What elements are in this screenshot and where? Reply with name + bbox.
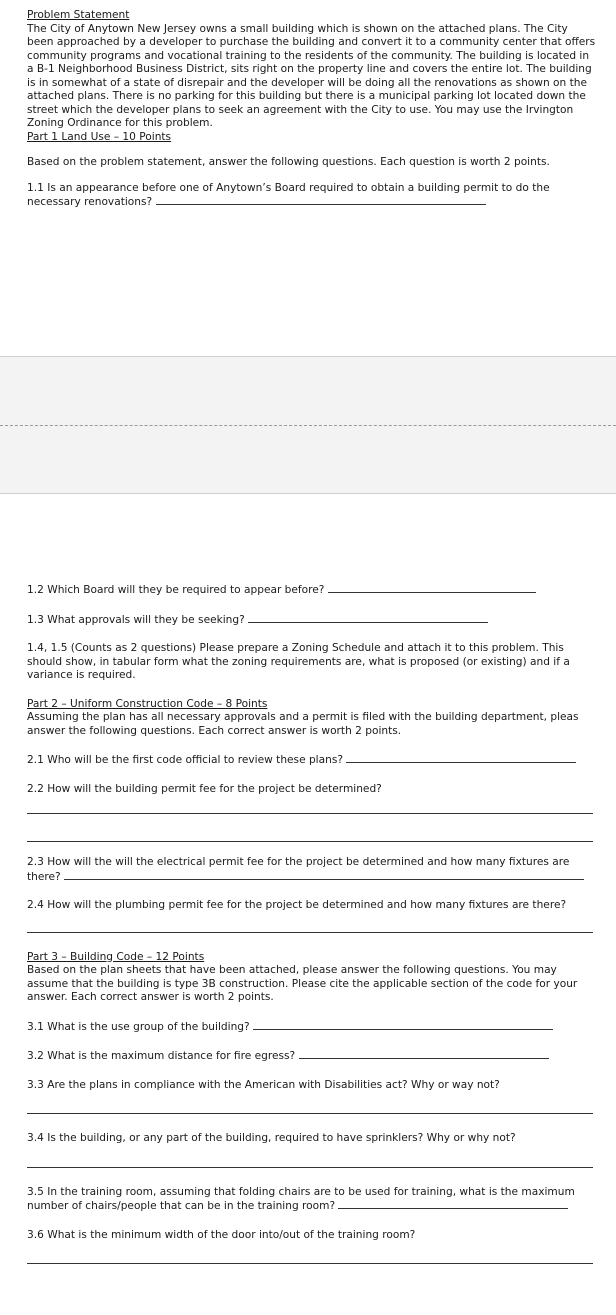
- question-1-3-text: 1.3 What approvals will they be seeking?: [27, 613, 245, 626]
- question-2-3-text: 2.3 How will the will the electrical permit fee for the project be determined and how many fixtures are there?: [27, 856, 570, 883]
- answer-blank-1-1[interactable]: [156, 195, 486, 205]
- page-break-dashed-line: [0, 425, 616, 426]
- answer-blank-1-3[interactable]: [248, 613, 488, 623]
- question-2-1: [27, 753, 597, 768]
- question-3-1: [27, 1020, 597, 1035]
- answer-blank-1-2[interactable]: [328, 583, 536, 593]
- question-3-6: 3.6 What is the minimum width of the door into/out of the training room?: [27, 1228, 416, 1241]
- answer-blank-3-1[interactable]: [253, 1020, 553, 1030]
- part2-intro: Assuming the plan has all necessary approvals and a permit is filed with the building department, pleas answer the following questions. Each correct answer is worth 2 points.: [27, 711, 579, 737]
- question-1-1-text: 1.1 Is an appearance before one of Anytown’s Board required to obtain a building permit to do the necessary renovations?: [27, 181, 550, 208]
- question-1-4-1-5: 1.4, 1.5 (Counts as 2 questions) Please prepare a Zoning Schedule and attach it to this problem. This should show, in tabular form what the zoning requirements are, what is proposed (or existing) and if a variance is required.: [27, 642, 570, 681]
- question-2-4: 2.4 How will the plumbing permit fee for the project be determined and how many fixtures are there?: [27, 899, 567, 911]
- question-3-2-text: 3.2 What is the maximum distance for fire egress?: [27, 1050, 296, 1062]
- page-two: [27, 583, 597, 1264]
- question-3-3: 3.3 Are the plans in compliance with the American with Disabilities act? Why or way not?: [27, 1078, 500, 1091]
- question-1-1: [27, 182, 597, 210]
- question-1-2-text: 1.2 Which Board will they be required to appear before?: [27, 584, 325, 596]
- question-3-1-text: 3.1 What is the use group of the building?: [27, 1020, 250, 1033]
- question-1-3: [27, 613, 597, 628]
- page-one: [27, 9, 597, 210]
- part3-intro: Based on the plan sheets that have been attached, please answer the following questions. You may assume that the building is type 3B construction. Please cite the applicable section of the code for your answer. Each correct answer is worth 2 points.: [27, 964, 578, 1003]
- question-2-3: [27, 856, 597, 884]
- problem-body: The City of Anytown New Jersey owns a small building which is shown on the attached plans. The City been approached by a developer to purchase the building and convert it to a community center that offers community programs and vocational training to the residents of the community. The building is located in a B-1 Neighborhood Business District, sits right on the property line and covers the entire lot. The building is in somewhat of a state of disrepair and the developer will be doing all the renovations as shown on the attached plans. There is no parking for this building but there is a municipal parking lot located down the street which the developer plans to seek an agreement with the City to use. You may use the Irvington Zoning Ordinance for this problem.: [27, 22, 596, 129]
- part1-heading: Part 1 Land Use – 10 Points: [27, 130, 172, 143]
- answer-blank-2-3[interactable]: [64, 870, 584, 880]
- answer-blank-3-2[interactable]: [299, 1049, 549, 1059]
- question-2-2: 2.2 How will the building permit fee for the project be determined?: [27, 782, 382, 795]
- problem-heading: Problem Statement: [27, 9, 130, 21]
- answer-line-3-6[interactable]: [27, 1262, 593, 1264]
- part3-heading: Part 3 – Building Code – 12 Points: [27, 950, 205, 963]
- question-1-2: [27, 583, 597, 598]
- part2-heading: Part 2 – Uniform Construction Code – 8 Points: [27, 697, 268, 710]
- question-3-2: [27, 1049, 597, 1064]
- question-3-5-text: 3.5 In the training room, assuming that folding chairs are to be used for training, what is the maximum number of chairs/people that can be in the training room?: [27, 1185, 575, 1212]
- question-2-1-text: 2.1 Who will be the first code official to review these plans?: [27, 754, 343, 766]
- question-3-5: [27, 1186, 597, 1214]
- answer-blank-3-5[interactable]: [338, 1199, 568, 1209]
- page-break: [0, 356, 616, 494]
- part1-intro: Based on the problem statement, answer the following questions. Each question is worth 2 points.: [27, 156, 550, 168]
- question-3-4: 3.4 Is the building, or any part of the building, required to have sprinklers? Why or why not?: [27, 1132, 516, 1144]
- answer-blank-2-1[interactable]: [346, 753, 576, 763]
